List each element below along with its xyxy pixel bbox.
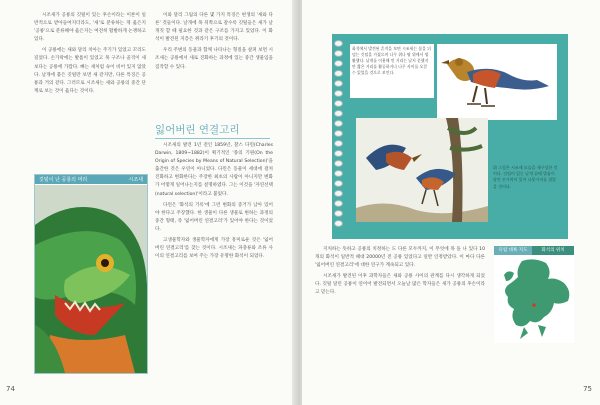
note-text: 화석에서 발견된 흔적을 보면 시조새는 몸을 뒤덮는 깃털을 가졌으며 나무 위나 땅 위에서 생활했다. 날개를 이용해 먼 거리는 날지 못했지만 짧은 거리를 활공하거나 나무 사이를 오갈 수 있었을 것으로 보인다. — [352, 46, 431, 75]
page-number-right: 75 — [583, 385, 592, 393]
scene-image — [356, 118, 488, 222]
section-heading: 잃어버린 연결고리 — [155, 124, 240, 136]
paragraph: 시조새의 발견 1년 전인 1859년, 찰스 다윈(Charles Darwin, 1809~1882)이 획기적인 '종의 기원(On the Origin of Species by Means of Natural Selection)'을 출간한 것은 우연이 아니었다. 다윈은 동물이 세대에 걸쳐 진화하고 변화한다는 주장한 최초의 사람이 아니지만 변화가 어떻게 일어나는지를 설명하였다. 그는 이것을 '자연선택(natural selection)'이라고 불렀다. — [155, 143, 273, 197]
paragraph: 이 공룡에는 새와 달리 치아는 주기가 있었고 꼬리도 길었다. 손가락에는 발톱이 있었고 목 구조나 골격이 새보다는 공룡에 가깝다. 뼈는 새처럼 속이 비어 있지 않았다. 날개에 붙은 깃털만 보면 새 같지만, 다른 특징은 공룡과 거의 같다. 그러므로 시조새는 새와 공룡의 중간 단계로 보는 것이 옳다는 것이다. — [34, 48, 146, 94]
archaeopteryx-scene-illustration — [356, 118, 488, 222]
left-column-2-bottom — [155, 142, 273, 264]
fossil-location-marker — [532, 303, 536, 307]
spiral-binding — [334, 40, 344, 235]
paragraph: 지처하는 뜻하고 공룡의 치정하는 도 다른 모두까지, 이 무엇에 목 돌 나 있다 10개의 화석이 일반적 때대 20000년 전 공룡 있었다고 일반 인정받았다. 이 마다 다른 '잃어버린 연결고리'에 대한 연구가 계속되고 있다. — [315, 247, 485, 269]
right-column — [315, 246, 485, 301]
lizard-head-image — [35, 185, 147, 373]
paragraph: 시조새가 공룡의 깃털이 있는 후손이라는 이론이 일반적으로 받아들여지더라도, '새'로 분류하는 게 옳은지 '공룡'으로 분류해야 옳은지는 여전히 활발하게 논쟁하고 있다. — [34, 13, 146, 43]
map-tab-fossil-location: 화석의 위치 — [532, 246, 574, 255]
illustration-caption: 위 그림은 시조새 모습을 재구성한 것이다. 깃털이 있는 날개 끝에 발톱이 달린 손가락이 있어 나뭇가지를 잡았을 것이다. — [493, 165, 558, 189]
map-tab-europe: 유럽 대륙 지도 — [494, 246, 532, 255]
paragraph: 고생물학자와 생물학자에게 가장 흥미로운 것은 '잃어버린 연결고리'를 찾는 것이다. 시조새는 파충류와 조류 사이의 연결고리를 보여 주는 가장 유명한 화석이 되었다. — [155, 238, 273, 260]
paragraph: 다윈은 '화석의 기록'에 그런 변화의 증거가 남아 있어야 한다고 주장했다. 한 생물이 다른 생물로 변하는 과정의 중간 형태, 즉 '잃어버린 연결고리'가 있어야 한다는 것이었다. — [155, 202, 273, 232]
map-tabs — [494, 246, 574, 255]
heading-underline — [155, 138, 270, 139]
page-number-left: 74 — [6, 385, 15, 393]
paragraph: 시조새가 발견된 이후 과학자들은 새와 공룡 사이의 관계를 다시 생각하게 되었다. 깃털 달린 공룡이 연이어 발견되면서 오늘날 많은 학자들은 새가 공룡의 후손이라고 믿는다. — [315, 274, 485, 296]
illustration-label: 시조새 — [128, 177, 143, 183]
left-page — [0, 0, 298, 405]
paragraph: 우리 주변의 동물과 함께 나타나는 형질을 살펴 보면 시조새는 공룡에서 새로 진화하는 과정에 있는 중간 생물임을 짐작할 수 있다. — [155, 48, 273, 70]
left-column-2-top — [155, 12, 273, 75]
archaeopteryx-illustration — [437, 44, 557, 120]
illustration-header — [35, 175, 147, 184]
illustration-title: 깃털이 난 공룡의 머리 — [39, 177, 88, 183]
paragraph: 이와 달리 그림의 다른 몇 가지 특징은 현생의 '새와 다른' 것들이다. 날개에 목 뒤쪽으로 갈수록 깃털들은 새가 날개짓 할 때 필요한 것과 같은 구조를 가지고 있었다. 이 화석이 발견된 지층은 쥐라기 후기의 것이다. — [155, 13, 273, 43]
left-column-1 — [34, 12, 146, 99]
bird-image — [437, 44, 557, 120]
map-image — [494, 255, 574, 343]
europe-map — [494, 246, 574, 343]
dinosaur-head-illustration — [34, 174, 148, 374]
